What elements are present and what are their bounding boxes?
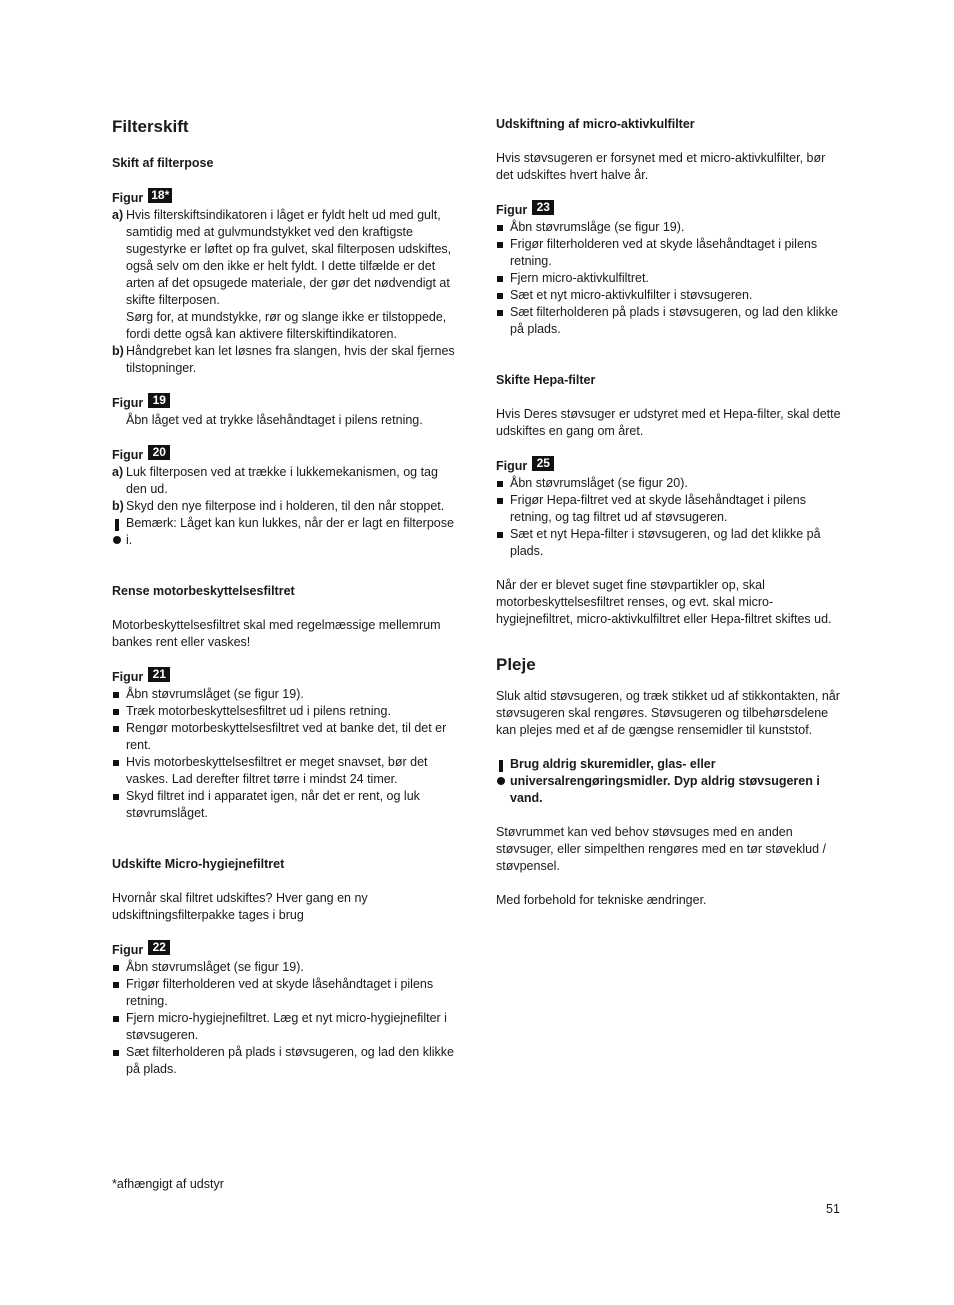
list-item: Frigør filterholderen ved at skyde låsehåndtaget i pilens retning. (112, 976, 458, 1010)
section-title-filterskift: Filterskift (112, 117, 189, 136)
figure-label: Figur (496, 459, 528, 473)
bullet-square-icon (112, 959, 126, 976)
list-item: Sæt filterholderen på plads i støvsugeren, og lad den klikke på plads. (112, 1044, 458, 1078)
list-item: Fjern micro-hygiejnefiltret. Læg et nyt micro-hygiejnefilter i støvsugeren. (112, 1010, 458, 1044)
heading-skift-af-filterpose: Skift af filterpose (112, 156, 214, 170)
figure-number-badge: 22 (148, 940, 170, 955)
figure-label: Figur (496, 203, 528, 217)
bullet-square-icon (112, 1010, 126, 1044)
step-text: Luk filterposen ved at trække i lukkemekanismen, og tag den ud. (126, 465, 438, 496)
bullet-square-icon (496, 526, 510, 560)
figure-label: Figur (112, 670, 144, 684)
warning-box (496, 756, 842, 807)
figure-label: Figur (112, 396, 144, 410)
step-text: Håndgrebet kan let løsnes fra slangen, hvis der skal fjernes tilstopninger. (126, 344, 455, 375)
list-item: Åbn støvrumslåge (se figur 19). (496, 219, 842, 236)
bullet-square-icon (496, 304, 510, 338)
bullet-square-icon (112, 703, 126, 720)
bullet-list (112, 686, 458, 822)
page-number: 51 (826, 1202, 840, 1216)
note-text: Bemærk: Låget kan kun lukkes, når der er lagt en filterpose i. (126, 516, 454, 547)
bullet-square-icon (496, 492, 510, 526)
figure-ref-19 (112, 394, 458, 412)
paragraph: Når der er blevet suget fine støvpartikler op, skal motorbeskyttelsesfiltret renses, og evt. skal micro-hygiejnefiltret, micro-aktivkulfiltret eller Hepa-filtret skiftes ud. (496, 578, 832, 626)
figure-label: Figur (112, 191, 144, 205)
heading-udskifte-micro-hygiejnefiltret: Udskifte Micro-hygiejnefiltret (112, 857, 285, 871)
step-label: b) (112, 344, 124, 358)
list-item: Rengør motorbeskyttelsesfiltret ved at banke det, til det er rent. (112, 720, 458, 754)
step-label: a) (112, 465, 124, 479)
list-item: Frigør filterholderen ved at skyde låsehåndtaget i pilens retning. (496, 236, 842, 270)
list-item: Skyd filtret ind i apparatet igen, når det er rent, og luk støvrumslåget. (112, 788, 458, 822)
step-b (112, 343, 458, 377)
bullet-square-icon (112, 788, 126, 822)
list-item: Sæt et nyt micro-aktivkulfilter i støvsugeren. (496, 287, 842, 304)
left-column (112, 116, 458, 1078)
step-label: a) (112, 208, 124, 222)
heading-udskiftning-micro-aktivkulfilter: Udskiftning af micro-aktivkulfilter (496, 117, 695, 131)
figure-number-badge: 20 (148, 445, 170, 460)
right-column (496, 116, 842, 909)
step-a (112, 464, 458, 498)
bullet-square-icon (496, 219, 510, 236)
figure-number-badge: 18* (148, 188, 172, 203)
figure-ref-18 (112, 189, 458, 207)
list-item: Sæt et nyt Hepa-filter i støvsugeren, og lad det klikke på plads. (496, 526, 842, 560)
warning-icon (496, 756, 510, 807)
bullet-square-icon (112, 720, 126, 754)
list-item: Hvis motorbeskyttelsesfiltret er meget snavset, bør det vaskes. Lad derefter filtret tørre i mindst 24 timer. (112, 754, 458, 788)
bullet-square-icon (112, 976, 126, 1010)
figure-ref-20 (112, 446, 458, 464)
heading-skifte-hepa-filter: Skifte Hepa-filter (496, 373, 596, 387)
step-b (112, 498, 458, 515)
list-item: Sæt filterholderen på plads i støvsugeren, og lad den klikke på plads. (496, 304, 842, 338)
list-item: Frigør Hepa-filtret ved at skyde låsehåndtaget i pilens retning, og tag filtret ud af støvsugeren. (496, 492, 842, 526)
bullet-square-icon (112, 754, 126, 788)
figure-number-badge: 23 (532, 200, 554, 215)
paragraph: Sluk altid støvsugeren, og træk stikket ud af stikkontakten, når støvsugeren skal rengøres. Støvsugeren og tilbehørsdelene kan plejes med et af de gængse rensemidler til kunststof. (496, 689, 840, 737)
note-box (112, 515, 458, 549)
warning-icon (112, 515, 126, 549)
warning-text: Brug aldrig skuremidler, glas- eller universalrengøringsmidler. Dyp aldrig støvsugeren i vand. (510, 757, 820, 805)
bullet-square-icon (496, 270, 510, 287)
step-text: Hvis filterskiftsindikatoren i låget er fyldt helt ud med gult, samtidig med at gulvmundstykket ved den kraftigste sugestyrke er løftet op fra gulvet, skal filterposen udskiftes, også selv om den ikke er helt fyldt. I dette tilfælde er det arten af det opsugede materiale, der gør det nødvendigt at skifte filterposen. (126, 208, 452, 307)
figure-ref-21 (112, 668, 458, 686)
figure-label: Figur (112, 943, 144, 957)
step-label: b) (112, 499, 124, 513)
paragraph: Hvis Deres støvsuger er udstyret med et Hepa-filter, skal dette udskiftes en gang om året. (496, 407, 841, 438)
list-item: Fjern micro-aktivkulfiltret. (496, 270, 842, 287)
figure-number-badge: 21 (148, 667, 170, 682)
paragraph: Med forbehold for tekniske ændringer. (496, 893, 707, 907)
list-item: Åbn støvrumslåget (se figur 19). (112, 686, 458, 703)
heading-rense-motorbeskyttelsesfiltret: Rense motorbeskyttelsesfiltret (112, 584, 295, 598)
bullet-square-icon (496, 475, 510, 492)
bullet-square-icon (112, 1044, 126, 1078)
list-item: Åbn støvrumslåget (se figur 19). (112, 959, 458, 976)
step-text: Skyd den nye filterpose ind i holderen, til den når stoppet. (126, 499, 445, 513)
bullet-square-icon (496, 287, 510, 304)
bullet-square-icon (112, 686, 126, 703)
figure-number-badge: 25 (532, 456, 554, 471)
list-item: Åbn støvrumslåget (se figur 20). (496, 475, 842, 492)
figure-ref-23 (496, 201, 842, 219)
figure-ref-22 (112, 941, 458, 959)
paragraph: Hvornår skal filtret udskiftes? Hver gang en ny udskiftningsfilterpakke tages i brug (112, 891, 368, 922)
bullet-square-icon (496, 236, 510, 270)
paragraph: Støvrummet kan ved behov støvsuges med en anden støvsuger, eller simpelthen rengøres med en tør støveklud / støvpensel. (496, 825, 826, 873)
bullet-list (496, 475, 842, 560)
bullet-list (496, 219, 842, 338)
instruction-text: Åbn låget ved at trykke låsehåndtaget i pilens retning. (126, 413, 423, 427)
figure-label: Figur (112, 448, 144, 462)
paragraph: Hvis støvsugeren er forsynet med et micro-aktivkulfilter, bør det udskiftes hvert halve år. (496, 151, 826, 182)
paragraph: Motorbeskyttelsesfiltret skal med regelmæssige mellemrum bankes rent eller vaskes! (112, 618, 441, 649)
section-title-pleje: Pleje (496, 655, 536, 674)
figure-ref-25 (496, 457, 842, 475)
step-text-continued: Sørg for, at mundstykke, rør og slange ikke er tilstoppede, fordi dette også kan aktivere filterskiftindikatoren. (126, 310, 447, 341)
figure-number-badge: 19 (148, 393, 170, 408)
bullet-list (112, 959, 458, 1078)
list-item: Træk motorbeskyttelsesfiltret ud i pilens retning. (112, 703, 458, 720)
step-a (112, 207, 458, 343)
footnote: *afhængigt af udstyr (112, 1177, 224, 1191)
